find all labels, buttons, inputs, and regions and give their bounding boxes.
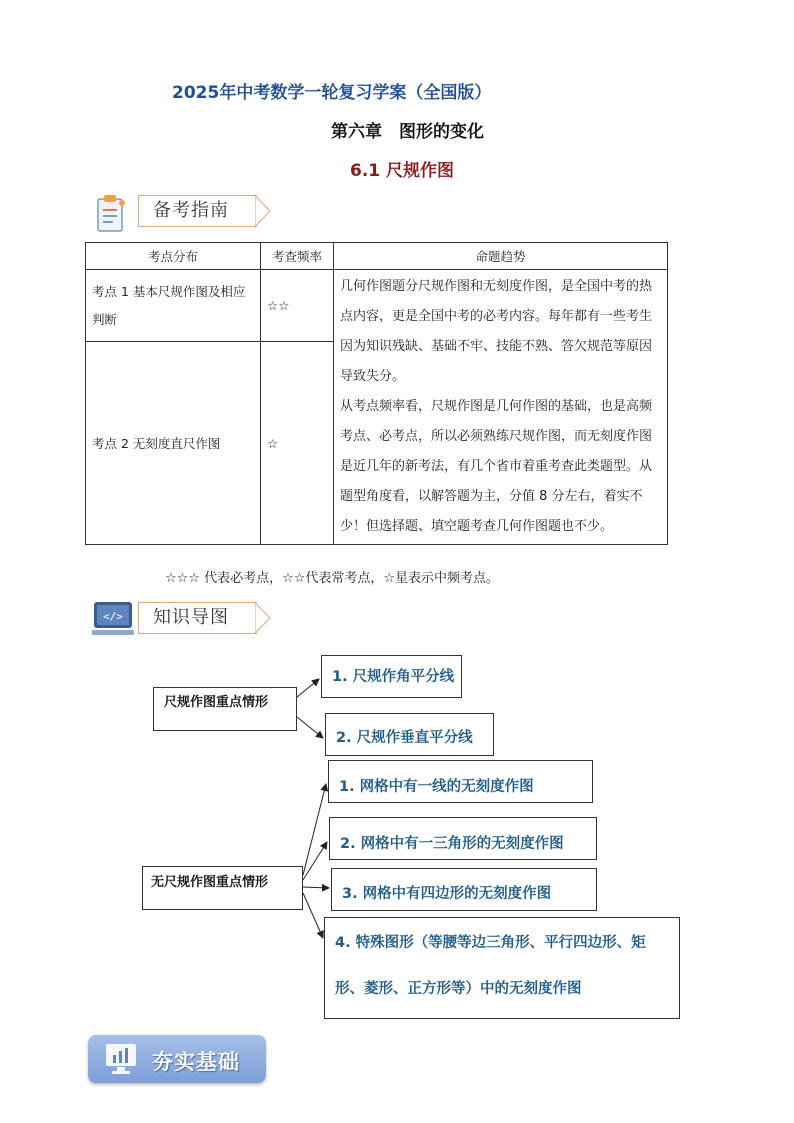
exam-point-cell: 考点 1 基本尺规作图及相应判断 [86, 270, 261, 342]
table-header-trend: 命题趋势 [334, 243, 668, 270]
map-leaf-grid-triangle: 2. 网格中有一三角形的无刻度作图 [329, 817, 597, 860]
section-title: 6.1 尺规作图 [350, 161, 455, 181]
frequency-cell: ☆ [261, 342, 334, 545]
map-leaf-grid-line: 1. 网格中有一线的无刻度作图 [328, 760, 593, 803]
svg-text:</>: </> [103, 610, 123, 623]
exam-point-cell: 考点 2 无刻度直尺作图 [86, 342, 261, 545]
monitor-chart-icon [104, 1042, 140, 1080]
map-leaf-grid-quadrilateral: 3. 网格中有四边形的无刻度作图 [331, 868, 597, 911]
trend-paragraph-2: 从考点频率看，尺规作图是几何作图的基础，也是高频考点、必考点，所以必须熟练尺规作图，而无刻度作图是近几年的新考法，有几个省市着重考查此类题型。从题型角度看，以解答题为主，分值 8 分左右，着实不少！但选择题、填空题考查几何作图题也不少。 [340, 399, 653, 534]
foundation-section-badge [88, 1035, 266, 1083]
foundation-section-label: 夯实基础 [152, 1050, 240, 1074]
guide-section-label: 备考指南 [138, 195, 257, 227]
map-leaf-special-shapes: 4. 特殊图形（等腰等边三角形、平行四边形、矩形、菱形、正方形等）中的无刻度作图 [324, 917, 680, 1019]
frequency-cell: ☆☆ [261, 270, 334, 342]
map-leaf-perpendicular-bisector: 2. 尺规作垂直平分线 [325, 713, 494, 756]
trend-paragraph-1: 几何作图题分尺规作图和无刻度作图，是全国中考的热点内容，更是全国中考的必考内容。每年都有一些考生因为知识残缺、基础不牢、技能不熟、答欠规范等原因导致失分。 [340, 279, 653, 384]
map-leaf-angle-bisector: 1. 尺规作角平分线 [321, 655, 462, 698]
table-header-frequency: 考查频率 [261, 243, 334, 270]
map-section-label: 知识导图 [138, 602, 257, 634]
table-header-point: 考点分布 [86, 243, 261, 270]
chapter-title: 第六章 图形的变化 [331, 122, 484, 142]
frequency-legend-note: ☆☆☆ 代表必考点，☆☆代表常考点，☆星表示中频考点。 [165, 571, 500, 586]
map-root-unmarked-ruler: 无尺规作图重点情形 [142, 866, 303, 910]
map-root-compass-construction: 尺规作图重点情形 [153, 687, 297, 731]
document-title: 2025年中考数学一轮复习学案（全国版） [172, 83, 492, 103]
